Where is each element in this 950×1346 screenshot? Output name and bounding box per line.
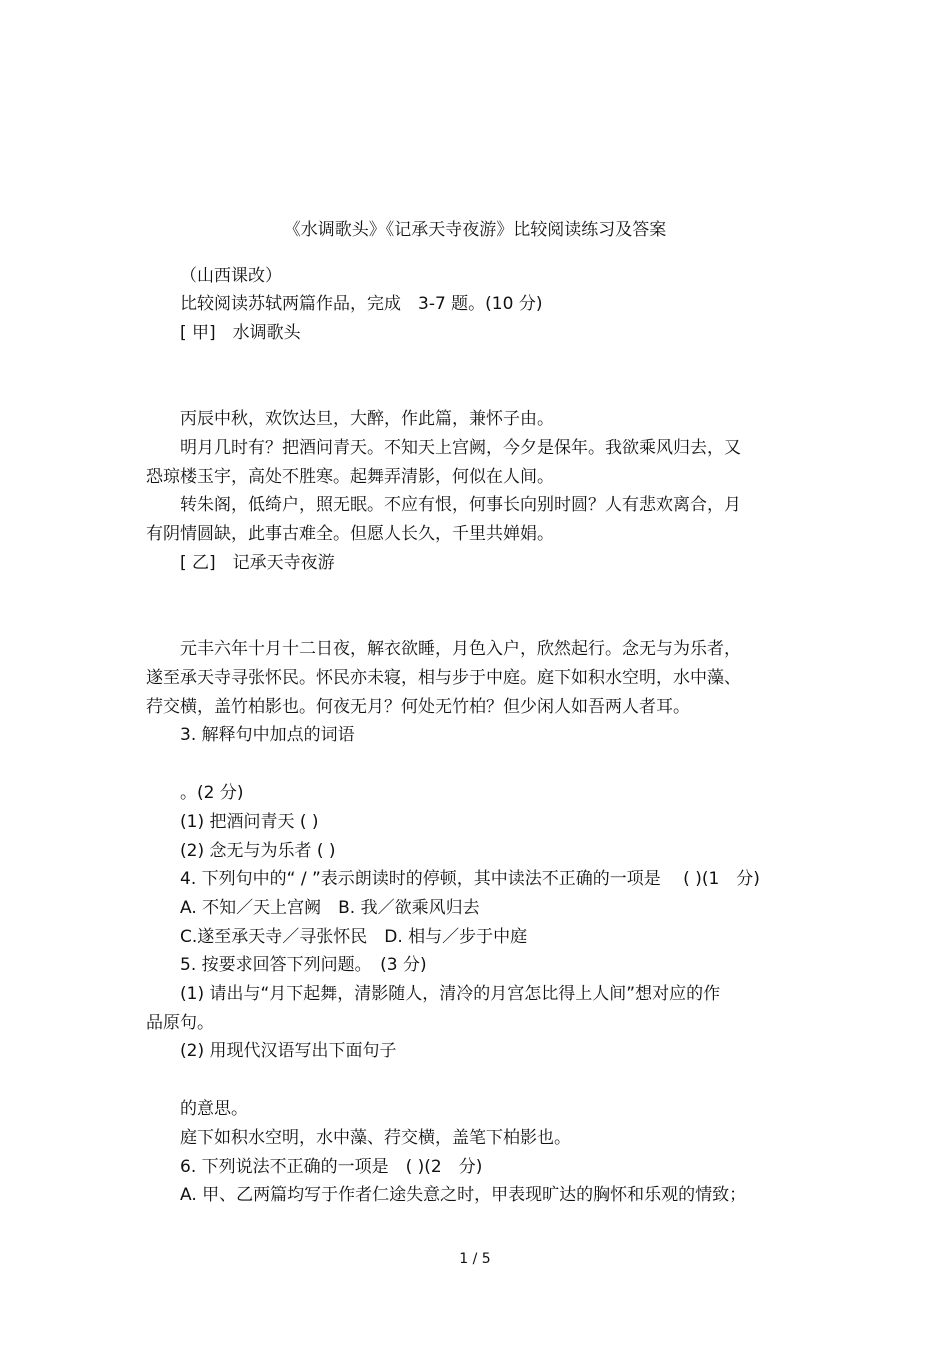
question-4-options-cd: C.遂至承天寺／寻张怀民 D. 相与／步于中庭 — [180, 927, 528, 947]
page-number: 1 / 5 — [459, 1251, 491, 1267]
question-4: 4. 下列句中的“ / ”表示朗读时的停顿，其中读法不正确的一项是 ( )(1 分) — [180, 869, 760, 889]
poem-preface: 丙辰中秋，欢饮达旦，大醉，作此篇，兼怀子由。 — [180, 409, 554, 429]
poem-line: 有阴情圆缺，此事古难全。但愿人长久，千里共婵娟。 — [146, 524, 554, 544]
question-6: 6. 下列说法不正确的一项是 ( )(2 分) — [180, 1157, 483, 1177]
question-5-item-1: (1) 请出与“月下起舞，清影随人，清冷的月宫怎比得上人间”想对应的作 — [180, 984, 721, 1004]
prose-line: 荇交横，盖竹柏影也。何夜无月？何处无竹柏？但少闲人如吾两人者耳。 — [146, 697, 690, 717]
question-5-item-1-cont: 品原句。 — [146, 1013, 214, 1033]
instruction-line: 比较阅读苏轼两篇作品，完成 3-7 题。(10 分) — [180, 294, 543, 314]
question-3: 3. 解释句中加点的词语 — [180, 725, 355, 745]
poem-line: 明月几时有？把酒问青天。不知天上宫阙，今夕是保年。我欲乘风归去，又 — [180, 438, 741, 458]
question-3-score: 。(2 分) — [180, 783, 244, 803]
document-title: 《水调歌头》《记承天寺夜游》比较阅读练习及答案 — [283, 220, 667, 240]
section-heading-jia: [ 甲] 水调歌头 — [180, 323, 301, 343]
source-note: （山西课改） — [180, 266, 282, 286]
poem-line: 转朱阁，低绮户，照无眠。不应有恨，何事长向别时圆？人有悲欢离合，月 — [180, 495, 741, 515]
prose-line: 元丰六年十月十二日夜，解衣欲睡，月色入户，欣然起行。念无与为乐者， — [180, 639, 741, 659]
poem-line: 恐琼楼玉宇，高处不胜寒。起舞弄清影，何似在人间。 — [146, 467, 554, 487]
question-3-item-2: (2) 念无与为乐者 ( ) — [180, 841, 336, 861]
question-4-options-ab: A. 不知／天上宫阙 B. 我／欲乘风归去 — [180, 898, 480, 918]
question-5-item-2-cont: 的意思。 — [180, 1099, 248, 1119]
question-5-item-2: (2) 用现代汉语写出下面句子 — [180, 1041, 397, 1061]
question-6-option-a: A. 甲、乙两篇均写于作者仁途失意之时，甲表现旷达的胸怀和乐观的情致； — [180, 1185, 747, 1205]
question-3-item-1: (1) 把酒问青天 ( ) — [180, 812, 319, 832]
prose-line: 遂至承天寺寻张怀民。怀民亦未寝，相与步于中庭。庭下如积水空明，水中藻、 — [146, 668, 741, 688]
section-heading-yi: [ 乙] 记承天寺夜游 — [180, 553, 335, 573]
question-5-sentence: 庭下如积水空明，水中藻、荇交横，盖笔下柏影也。 — [180, 1128, 571, 1148]
question-5: 5. 按要求回答下列问题。 (3 分) — [180, 955, 427, 975]
